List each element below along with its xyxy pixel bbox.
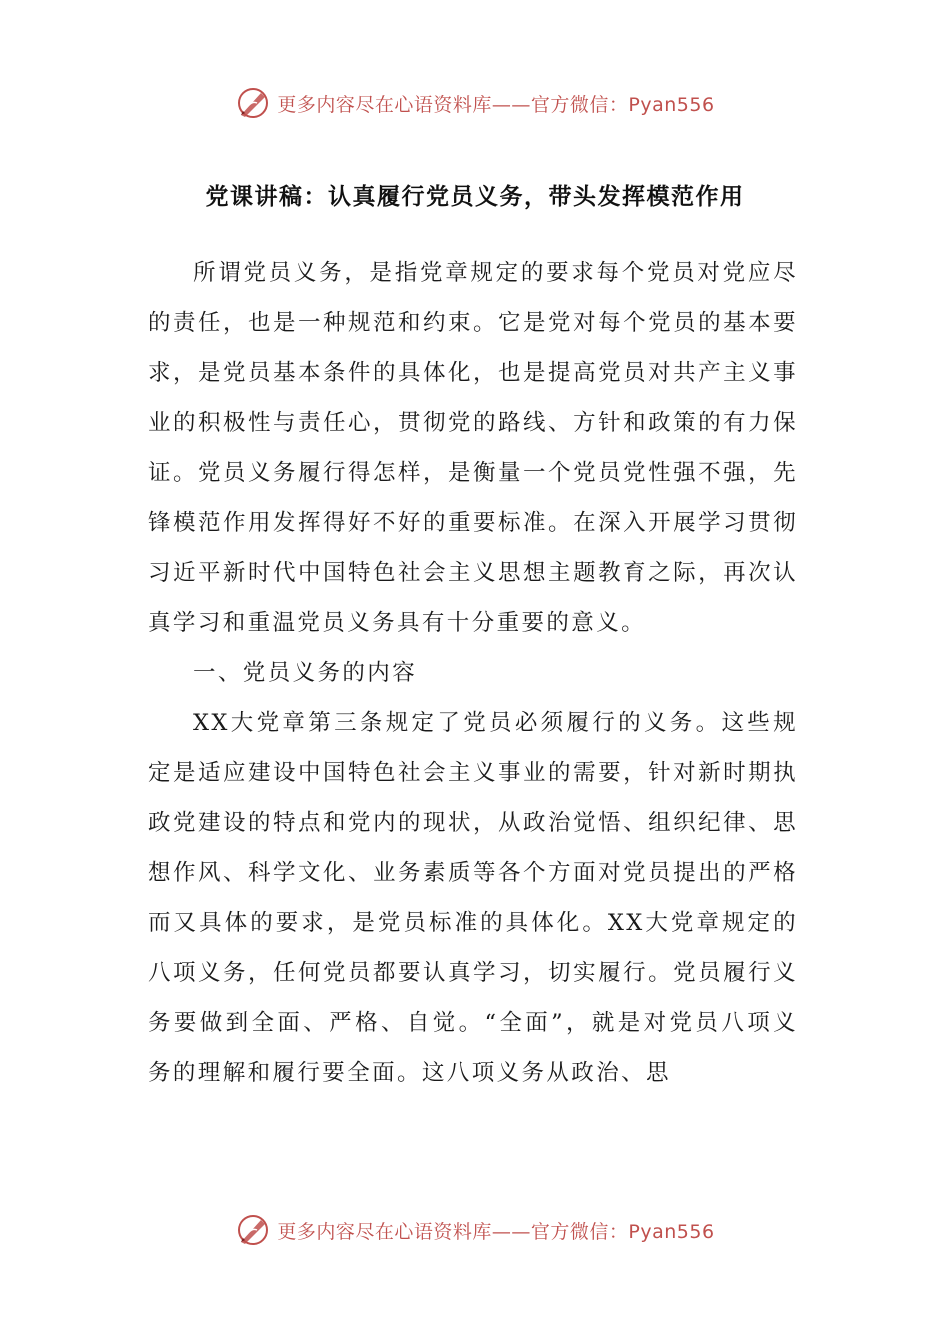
banner-text: 更多内容尽在心语资料库——官方微信：Pyan556 bbox=[277, 93, 715, 116]
paragraph-intro: 所谓党员义务，是指党章规定的要求每个党员对党应尽的责任，也是一种规范和约束。它是党对每个党员的基本要求，是党员基本条件的具体化，也是提高党员对共产主义事业的积极性与责任心，贯彻党的路线、方针和政策的有力保证。党员义务履行得怎样，是衡量一个党员党性强不强，先锋模范作用发挥得好不好的重要标准。在深入开展学习贯彻习近平新时代中国特色社会主义思想主题教育之际，再次认真学习和重温党员义务具有十分重要的意义。 bbox=[148, 260, 798, 636]
banner-text: 更多内容尽在心语资料库——官方微信：Pyan556 bbox=[277, 1220, 715, 1243]
wechat-id: Pyan556 bbox=[628, 1220, 715, 1243]
header-banner bbox=[0, 83, 950, 123]
pen-logo-icon bbox=[235, 85, 271, 121]
footer-banner bbox=[0, 1210, 950, 1250]
wechat-id: Pyan556 bbox=[628, 93, 715, 116]
paragraph-obligations: XX大党章第三条规定了党员必须履行的义务。这些规定是适应建设中国特色社会主义事业的需要，针对新时期执政党建设的特点和党内的现状，从政治觉悟、组织纪律、思想作风、科学文化、业务素质等各个方面对党员提出的严格而又具体的要求，是党员标准的具体化。XX大党章规定的八项义务，任何党员都要认真学习，切实履行。党员履行义务要做到全面、严格、自觉。“全面”，就是对党员八项义务的理解和履行要全面。这八项义务从政治、思 bbox=[148, 710, 798, 1086]
pen-logo-icon bbox=[235, 1212, 271, 1248]
document-title: 党课讲稿：认真履行党员义务，带头发挥模范作用 bbox=[205, 184, 745, 210]
document-body bbox=[148, 248, 798, 1098]
section-heading: 一、党员义务的内容 bbox=[193, 660, 418, 686]
